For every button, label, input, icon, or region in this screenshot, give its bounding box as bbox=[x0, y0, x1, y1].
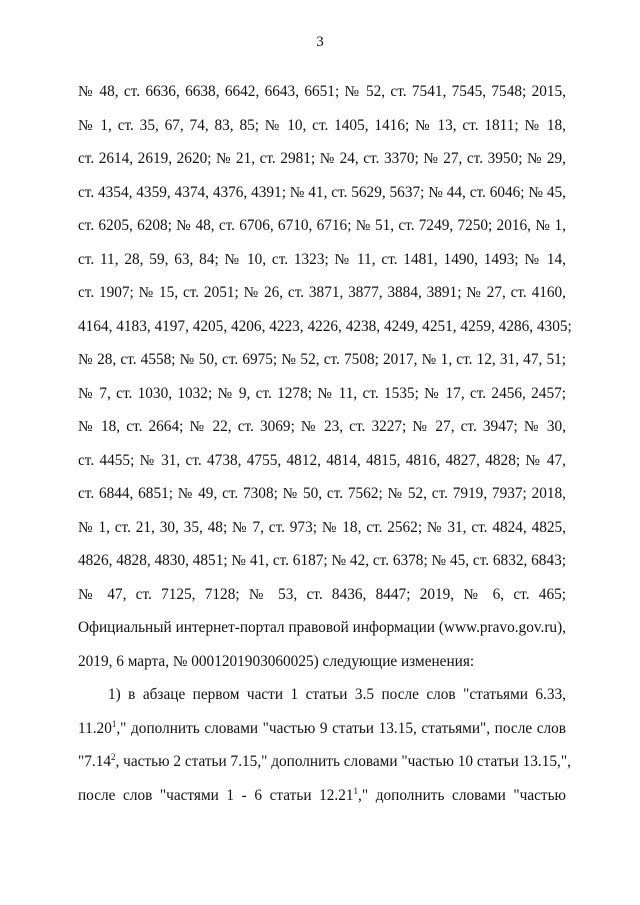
citation-line: № 48, ст. 6636, 6638, 6642, 6643, 6651; № 52, ст. 7541, 7545, 7548; 2015, bbox=[78, 83, 566, 100]
citation-line: № 1, ст. 35, 67, 74, 83, 85; № 10, ст. 1405, 1416; № 13, ст. 1811; № 18, bbox=[78, 116, 566, 134]
citation-line: ст. 2614, 2619, 2620; № 21, ст. 2981; № 24, ст. 3370; № 27, ст. 3950; № 29, bbox=[78, 150, 566, 167]
item-1-line-3 bbox=[78, 745, 571, 779]
citation-line: № 28, ст. 4558; № 50, ст. 6975; № 52, ст. 7508; 2017, № 1, ст. 12, 31, 47, 51; bbox=[78, 351, 566, 368]
citation-line: ст. 4354, 4359, 4374, 4376, 4391; № 41, ст. 5629, 5637; № 44, ст. 6046; № 45, bbox=[78, 183, 566, 201]
citation-line: ст. 11, 28, 59, 63, 84; № 10, ст. 1323; № 11, ст. 1481, 1490, 1493; № 14, bbox=[78, 250, 566, 268]
citation-line: ст. 6205, 6208; № 48, ст. 6706, 6710, 6716; № 51, ст. 7249, 7250; 2016, № 1, bbox=[78, 217, 566, 234]
citation-line: № 7, ст. 1030, 1032; № 9, ст. 1278; № 11, ст. 1535; № 17, ст. 2456, 2457; bbox=[78, 384, 566, 402]
citation-line: № 18, ст. 2664; № 22, ст. 3069; № 23, ст. 3227; № 27, ст. 3947; № 30, bbox=[78, 418, 566, 435]
text-fragment: , частью 2 статьи 7.15," дополнить словами "частью 10 статьи 13.15,", bbox=[115, 753, 571, 770]
citation-line: ст. 1907; № 15, ст. 2051; № 26, ст. 3871, 3877, 3884, 3891; № 27, ст. 4160, bbox=[78, 284, 566, 301]
superscript: 1 bbox=[353, 785, 359, 796]
citation-line-last: 2019, 6 марта, № 0001201903060025) следующие изменения: bbox=[78, 652, 475, 670]
citation-line: № 1, ст. 21, 30, 35, 48; № 7, ст. 973; № 18, ст. 2562; № 31, ст. 4824, 4825, bbox=[78, 518, 566, 536]
citation-line: Официальный интернет-портал правовой информации (www.pravo.gov.ru), bbox=[78, 619, 566, 636]
citation-line: 4164, 4183, 4197, 4205, 4206, 4223, 4226, 4238, 4249, 4251, 4259, 4286, 4305; bbox=[78, 317, 572, 335]
text-fragment: после слов "частями 1 - 6 статьи 12.21 bbox=[78, 786, 354, 804]
superscript: 1 bbox=[111, 718, 117, 729]
citation-line: 4826, 4828, 4830, 4851; № 41, ст. 6187; № 42, ст. 6378; № 45, ст. 6832, 6843; bbox=[78, 552, 566, 569]
document-body bbox=[78, 75, 572, 812]
citation-line: № 47, ст. 7125, 7128; № 53, ст. 8436, 8447; 2019, № 6, ст. 465; bbox=[78, 585, 566, 603]
text-fragment: "7.14 bbox=[78, 753, 112, 770]
citation-line: ст. 4455; № 31, ст. 4738, 4755, 4812, 4814, 4815, 4816, 4827, 4828; № 47, bbox=[78, 451, 566, 469]
item-1-line-2 bbox=[78, 712, 566, 746]
text-fragment: 11.20 bbox=[78, 719, 112, 737]
item-1-line-4 bbox=[78, 779, 566, 813]
page-number: 3 bbox=[316, 34, 324, 50]
superscript: 2 bbox=[111, 752, 116, 762]
text-fragment: ," дополнить словами "частью 9 статьи 13.15, статьями", после слов bbox=[116, 719, 566, 737]
item-1-line-1: 1) в абзаце первом части 1 статьи 3.5 после слов "статьями 6.33, bbox=[108, 686, 566, 703]
text-fragment: ," дополнить словами "частью bbox=[358, 786, 566, 804]
citation-line: ст. 6844, 6851; № 49, ст. 7308; № 50, ст. 7562; № 52, ст. 7919, 7937; 2018, bbox=[78, 485, 566, 502]
